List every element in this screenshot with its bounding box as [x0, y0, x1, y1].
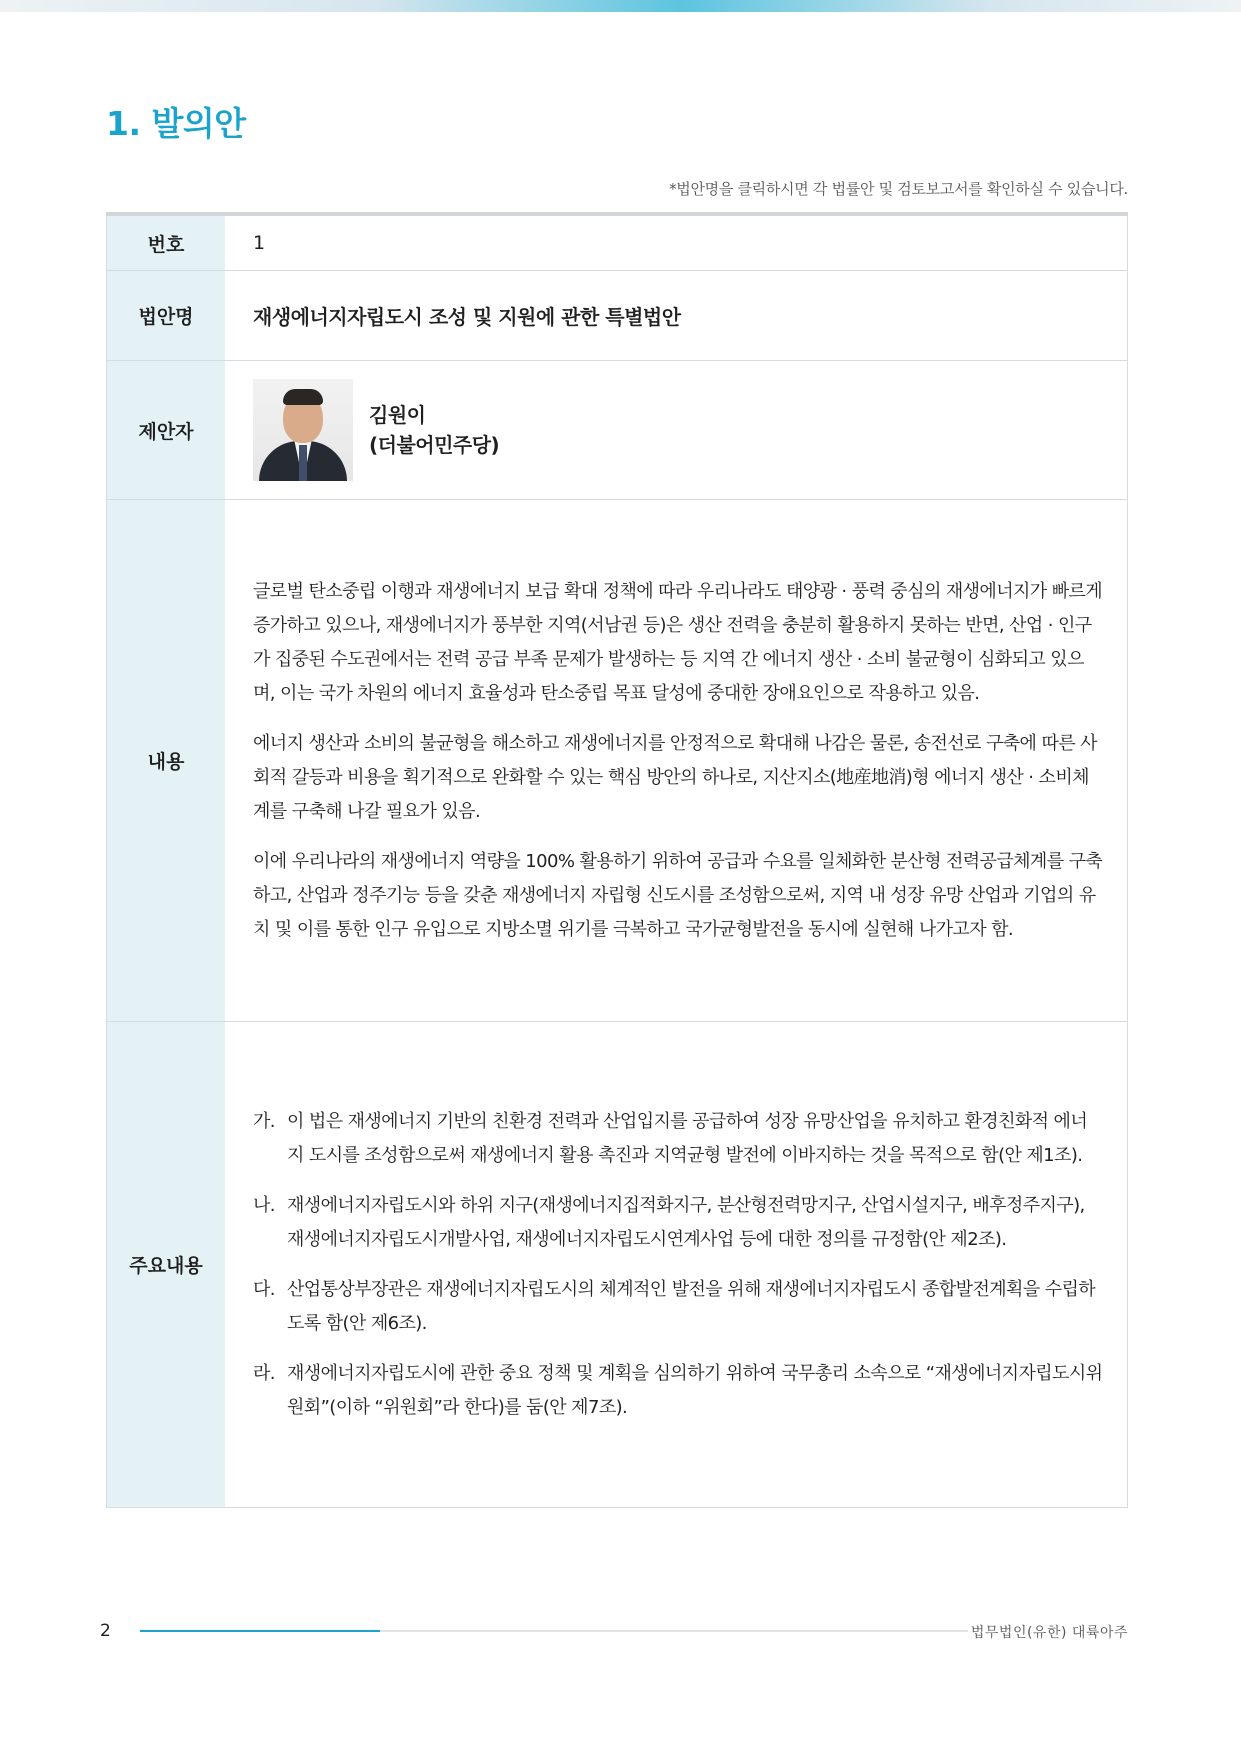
section-title: 1. 발의안 — [106, 104, 246, 143]
page-number: 2 — [100, 1621, 111, 1641]
list-item-mark: 가. — [253, 1110, 275, 1132]
top-decorative-strip — [0, 0, 1241, 12]
list-item — [253, 1189, 1103, 1257]
list-item — [253, 1357, 1103, 1425]
table-row-content — [107, 500, 1128, 1022]
table-row-bill-name — [107, 271, 1128, 361]
list-item-text: 재생에너지자립도시와 하위 지구(재생에너지집적화지구, 분산형전력망지구, 산업시설지구, 배후정주지구), 재생에너지자립도시개발사업, 재생에너지자립도시연계사업 등에 대한 정의를 규정함(안 제2조). — [287, 1194, 1085, 1250]
main-content-list — [253, 1105, 1103, 1425]
content-paragraph: 글로벌 탄소중립 이행과 재생에너지 보급 확대 정책에 따라 우리나라도 태양광 · 풍력 중심의 재생에너지가 빠르게 증가하고 있으나, 재생에너지가 풍부한 지역(서남권 등)은 생산 전력을 충분히 활용하지 못하는 반면, 산업 · 인구가 집중된 수도권에서는 전력 공급 부족 문제가 발생하는 등 지역 간 에너지 생산 · 소비 불균형이 심화되고 있으며, 이는 국가 차원의 에너지 효율성과 탄소중립 목표 달성에 중대한 장애요인으로 작용하고 있음. — [253, 580, 1103, 704]
bill-table — [106, 212, 1128, 1508]
list-item-text: 산업통상부장관은 재생에너지자립도시의 체계적인 발전을 위해 재생에너지자립도시 종합발전계획을 수립하도록 함(안 제6조). — [287, 1278, 1096, 1334]
number-label: 번호 — [107, 214, 226, 271]
bill-name-link[interactable]: 재생에너지자립도시 조성 및 지원에 관한 특별법안 — [225, 271, 1128, 361]
bill-click-note: *법안명을 클릭하시면 각 법률안 및 검토보고서를 확인하실 수 있습니다. — [669, 180, 1128, 198]
proposer-cell — [225, 361, 1128, 500]
proposer-name: 김원이 — [369, 403, 426, 427]
list-item-text: 이 법은 재생에너지 기반의 친환경 전력과 산업입지를 공급하여 성장 유망산업을 유치하고 환경친화적 에너지 도시를 조성함으로써 재생에너지 활용 촉진과 지역균형 발전에 이바지하는 것을 목적으로 함(안 제1조). — [287, 1110, 1088, 1166]
proposer-party: (더불어민주당) — [369, 433, 500, 457]
list-item-mark: 라. — [253, 1362, 275, 1384]
footer-divider-accent — [140, 1630, 380, 1632]
main-content-cell — [225, 1022, 1128, 1508]
table-row-proposer — [107, 361, 1128, 500]
photo-hair-shape — [283, 389, 323, 405]
list-item — [253, 1105, 1103, 1173]
content-cell — [225, 500, 1128, 1022]
footer-divider — [140, 1630, 968, 1632]
proposer-text — [369, 400, 499, 460]
content-paragraph: 이에 우리나라의 재생에너지 역량을 100% 활용하기 위하여 공급과 수요를 일체화한 분산형 전력공급체계를 구축하고, 산업과 정주기능 등을 갖춘 재생에너지 자립형 신도시를 조성함으로써, 지역 내 성장 유망 산업과 기업의 유치 및 이를 통한 인구 유입으로 지방소멸 위기를 극복하고 국가균형발전을 동시에 실현해 나가고자 함. — [253, 850, 1103, 940]
proposer-photo — [253, 379, 353, 481]
main-content-label: 주요내용 — [107, 1022, 226, 1508]
photo-tie-shape — [299, 445, 307, 481]
footer-brand: 법무법인(유한) 대륙아주 — [970, 1625, 1128, 1641]
table-row-main-content — [107, 1022, 1128, 1508]
content-paragraph: 에너지 생산과 소비의 불균형을 해소하고 재생에너지를 안정적으로 확대해 나감은 물론, 송전선로 구축에 따른 사회적 갈등과 비용을 획기적으로 완화할 수 있는 핵심 방안의 하나로, 지산지소(地産地消)형 에너지 생산 · 소비체계를 구축해 나갈 필요가 있음. — [253, 732, 1097, 822]
table-row-number — [107, 214, 1128, 271]
list-item-mark: 나. — [253, 1194, 275, 1216]
list-item — [253, 1273, 1103, 1341]
list-item-mark: 다. — [253, 1278, 275, 1300]
proposer-label: 제안자 — [107, 361, 226, 500]
bill-name-label: 법안명 — [107, 271, 226, 361]
list-item-text: 재생에너지자립도시에 관한 중요 정책 및 계획을 심의하기 위하여 국무총리 소속으로 “재생에너지자립도시위원회”(이하 “위원회”라 한다)를 둠(안 제7조). — [287, 1362, 1103, 1418]
proposer-block — [253, 379, 1103, 481]
content-label: 내용 — [107, 500, 226, 1022]
number-value: 1 — [225, 214, 1128, 271]
